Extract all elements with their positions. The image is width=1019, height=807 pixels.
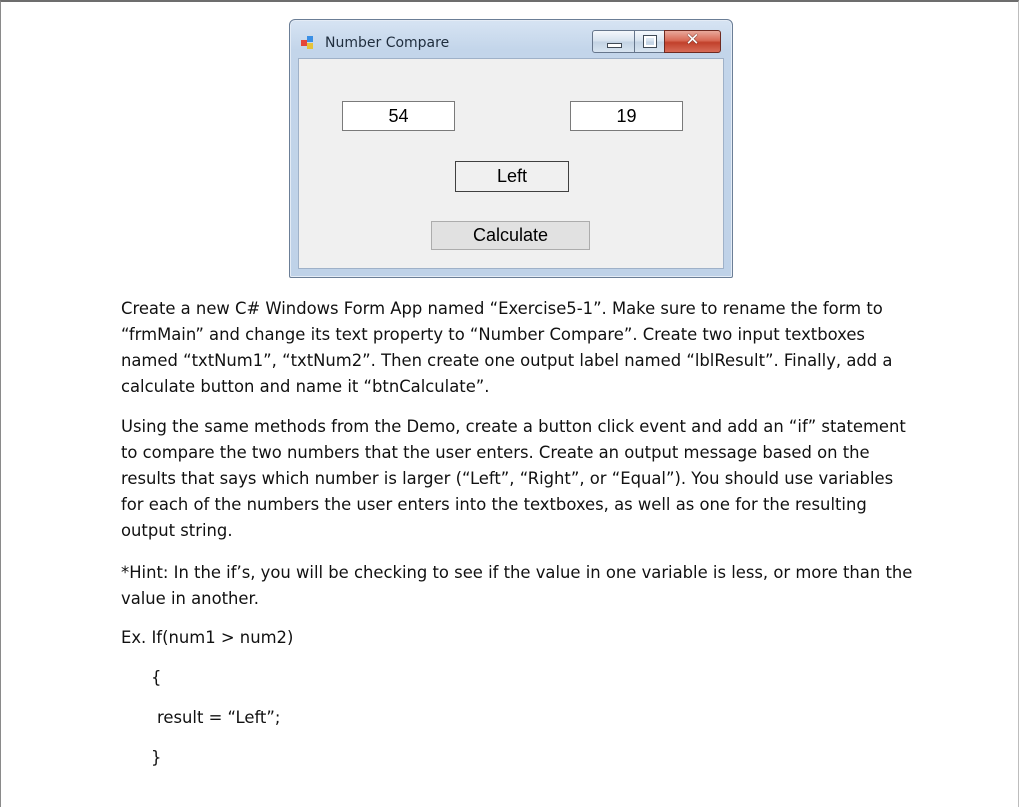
code-assignment: result = “Left”; <box>157 708 281 727</box>
code-example-line: Ex. If(num1 > num2) <box>121 628 294 647</box>
text-line: results that says which number is larger (“Left”, “Right”, or “Equal”). You should use variables <box>121 469 894 488</box>
window-title: Number Compare <box>325 35 450 51</box>
txt-num1-input[interactable] <box>342 101 455 131</box>
txt-num2-input[interactable] <box>570 101 683 131</box>
text-line: Using the same methods from the Demo, create a button click event and add an “if” statement <box>121 417 906 436</box>
number-compare-window <box>289 19 733 278</box>
minimize-icon <box>607 43 622 48</box>
text-line: output string. <box>121 521 233 540</box>
paragraph-hint <box>121 560 921 612</box>
close-button[interactable] <box>664 30 721 53</box>
text-line: *Hint: In the if’s, you will be checking to see if the value in one variable is less, or more than the <box>121 563 913 582</box>
text-line: to compare the two numbers that the user enters. Create an output message based on the <box>121 443 870 462</box>
paragraph-instructions <box>121 296 921 400</box>
window-titlebar[interactable] <box>290 20 732 58</box>
calculate-button[interactable]: Calculate <box>431 221 590 250</box>
close-icon: ✕ <box>685 30 700 50</box>
code-open-brace: { <box>151 668 162 687</box>
paragraph-click-event <box>121 414 921 544</box>
minimize-button[interactable] <box>592 30 635 53</box>
app-icon <box>301 36 315 50</box>
text-line: for each of the numbers the user enters into the textboxes, as well as one for the resulting <box>121 495 867 514</box>
text-line: calculate button and name it “btnCalculate”. <box>121 377 490 396</box>
maximize-icon <box>644 36 656 47</box>
code-close-brace: } <box>151 748 162 767</box>
lbl-result: Left <box>455 161 569 192</box>
text-line: value in another. <box>121 589 259 608</box>
maximize-button[interactable] <box>634 30 665 53</box>
text-line: named “txtNum1”, “txtNum2”. Then create one output label named “lblResult”. Finally, add a <box>121 351 893 370</box>
text-line: Create a new C# Windows Form App named “Exercise5-1”. Make sure to rename the form to <box>121 299 883 318</box>
form-client-area <box>298 58 724 269</box>
text-line: “frmMain” and change its text property to “Number Compare”. Create two input textboxes <box>121 325 865 344</box>
